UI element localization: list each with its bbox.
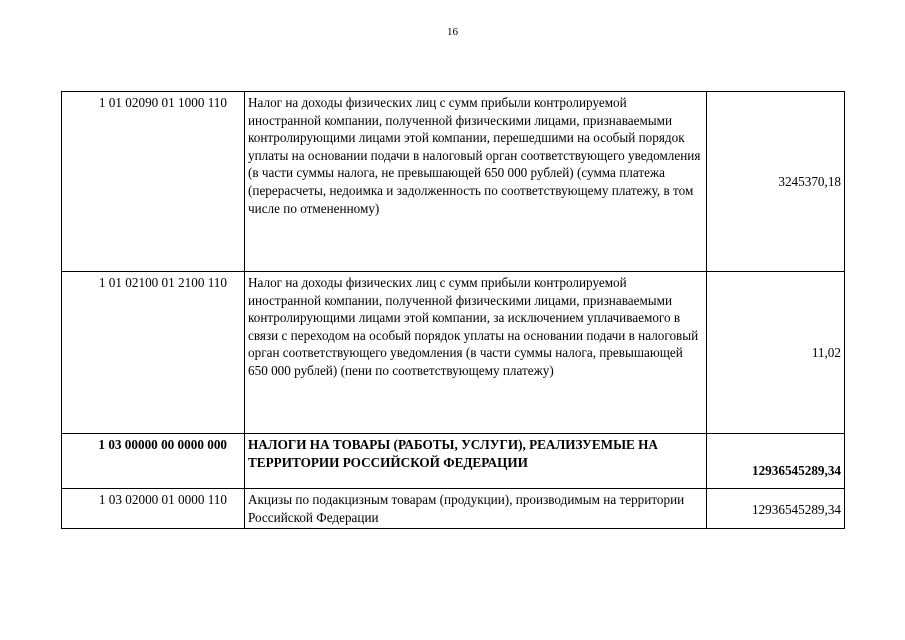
table-row (62, 434, 845, 489)
revenue-code-cell: 1 01 02090 01 1000 110 (62, 92, 245, 272)
revenue-amount-cell: 11,02 (707, 272, 845, 434)
revenue-code-cell: 1 03 02000 01 0000 110 (62, 489, 245, 529)
revenue-code-cell: 1 03 00000 00 0000 000 (62, 434, 245, 489)
revenue-description-cell: Акцизы по подакцизным товарам (продукции), производимым на территории Российской Федерации (245, 489, 707, 529)
table-row (62, 92, 845, 272)
budget-revenue-table (61, 91, 845, 529)
revenue-amount-cell: 3245370,18 (707, 92, 845, 272)
revenue-code-cell: 1 01 02100 01 2100 110 (62, 272, 245, 434)
table-row (62, 489, 845, 529)
revenue-description-cell: Налог на доходы физических лиц с сумм прибыли контролируемой иностранной компании, полученной физическими лицами, признаваемыми контролирующими лицами этой компании, перешедшими на особый порядок уплаты на основании подачи в налоговый орган соответствующего уведомления (в части суммы налога, не превышающей 650 000 рублей) (сумма платежа (перерасчеты, недоимка и задолженность по соответствующему платежу, в том числе по отмененному) (245, 92, 707, 272)
revenue-amount-cell: 12936545289,34 (707, 434, 845, 489)
table-row (62, 272, 845, 434)
revenue-description-cell: НАЛОГИ НА ТОВАРЫ (РАБОТЫ, УСЛУГИ), РЕАЛИЗУЕМЫЕ НА ТЕРРИТОРИИ РОССИЙСКОЙ ФЕДЕРАЦИИ (245, 434, 707, 489)
revenue-description-cell: Налог на доходы физических лиц с сумм прибыли контролируемой иностранной компании, полученной физическими лицами, признаваемыми контролирующими лицами этой компании, за исключением уплачиваемого в связи с переходом на особый порядок уплаты на основании подачи в налоговый орган соответствующего уведомления (в части суммы налога, превышающей 650 000 рублей) (пени по соответствующему платежу) (245, 272, 707, 434)
page-number: 16 (447, 26, 458, 38)
revenue-amount-cell: 12936545289,34 (707, 489, 845, 529)
